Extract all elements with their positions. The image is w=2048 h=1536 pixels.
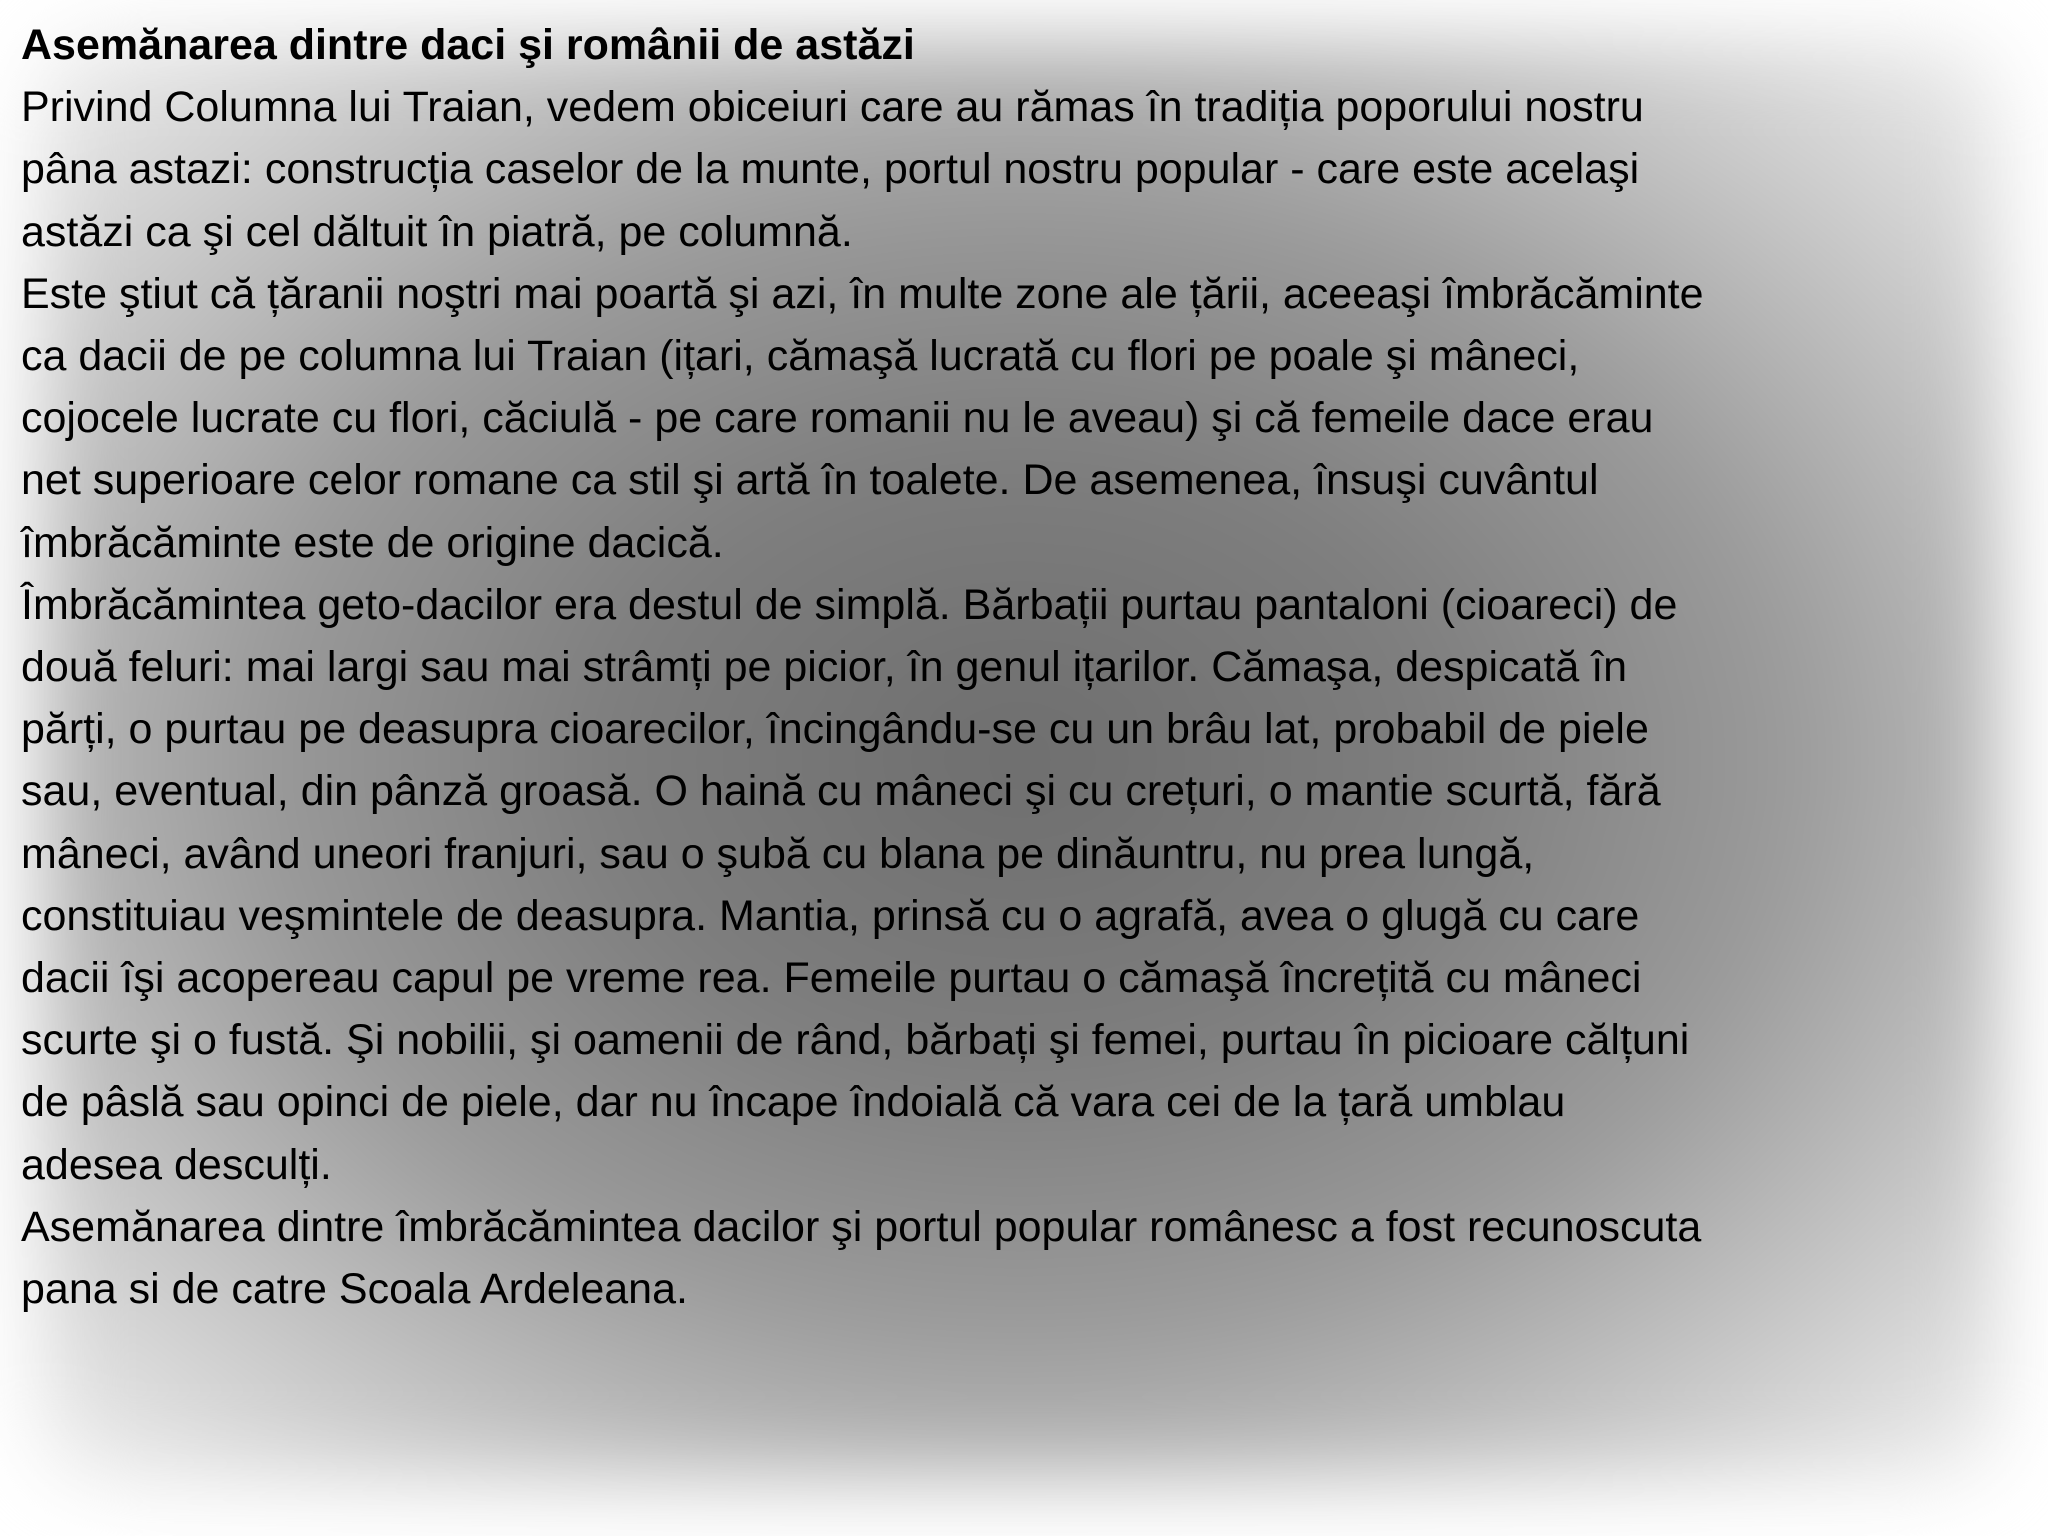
text-line: scurte şi o fustă. Şi nobilii, şi oamenii de rând, bărbați şi femei, purtau în picioare călțuni xyxy=(21,1016,1690,1065)
text-line: cojocele lucrate cu flori, căciulă - pe care romanii nu le aveau) şi că femeile dace erau xyxy=(21,394,1654,443)
text-line: net superioare celor romane ca stil şi artă în toalete. De asemenea, însuşi cuvântul xyxy=(21,456,1599,505)
paragraph-2 xyxy=(21,263,2036,574)
text-line: dacii îşi acopereau capul pe vreme rea. Femeile purtau o cămaşă încrețită cu mâneci xyxy=(21,954,1642,1003)
text-line: ca dacii de pe columna lui Traian (ițari, cămaşă lucrată cu flori pe poale şi mâneci, xyxy=(21,332,1580,381)
text-line: Privind Columna lui Traian, vedem obiceiuri care au rămas în tradiția poporului nostru xyxy=(21,83,1644,132)
text-line: astăzi ca şi cel dăltuit în piatră, pe columnă. xyxy=(21,207,853,256)
text-line: adesea desculți. xyxy=(21,1140,332,1189)
paragraph-1 xyxy=(21,76,2036,263)
text-line: sau, eventual, din pânză groasă. O haină cu mâneci şi cu crețuri, o mantie scurtă, fără xyxy=(21,767,1661,816)
text-line: două feluri: mai largi sau mai strâmți pe picior, în genul ițarilor. Cămaşa, despicată în xyxy=(21,643,1628,692)
text-line: părți, o purtau pe deasupra cioarecilor, încingându-se cu un brâu lat, probabil de piele xyxy=(21,705,1649,754)
text-line: Este ştiut că țăranii noştri mai poartă şi azi, în multe zone ale țării, aceeaşi îmbrăcăminte xyxy=(21,269,1704,318)
text-line: Îmbrăcămintea geto-dacilor era destul de simplă. Bărbații purtau pantaloni (cioareci) de xyxy=(21,580,1678,629)
text-line: de pâslă sau opinci de piele, dar nu încape îndoială că vara cei de la țară umblau xyxy=(21,1078,1566,1127)
text-line: pana si de catre Scoala Ardeleana. xyxy=(21,1265,688,1314)
text-line: Asemănarea dintre îmbrăcămintea dacilor şi portul popular românesc a fost recunoscuta xyxy=(21,1202,1702,1251)
paragraph-4 xyxy=(21,1196,2036,1320)
text-line: pâna astazi: construcția caselor de la munte, portul nostru popular - care este acelaşi xyxy=(21,145,1640,194)
document-title: Asemănarea dintre daci şi românii de astăzi xyxy=(21,21,915,69)
text-line: constituiau veşmintele de deasupra. Mantia, prinsă cu o agrafă, avea o glugă cu care xyxy=(21,891,1640,940)
text-line: mâneci, având uneori franjuri, sau o şubă cu blana pe dinăuntru, nu prea lungă, xyxy=(21,829,1535,878)
document-body xyxy=(21,14,2036,1320)
paragraph-3 xyxy=(21,574,2036,1196)
text-line: îmbrăcăminte este de origine dacică. xyxy=(21,518,724,567)
